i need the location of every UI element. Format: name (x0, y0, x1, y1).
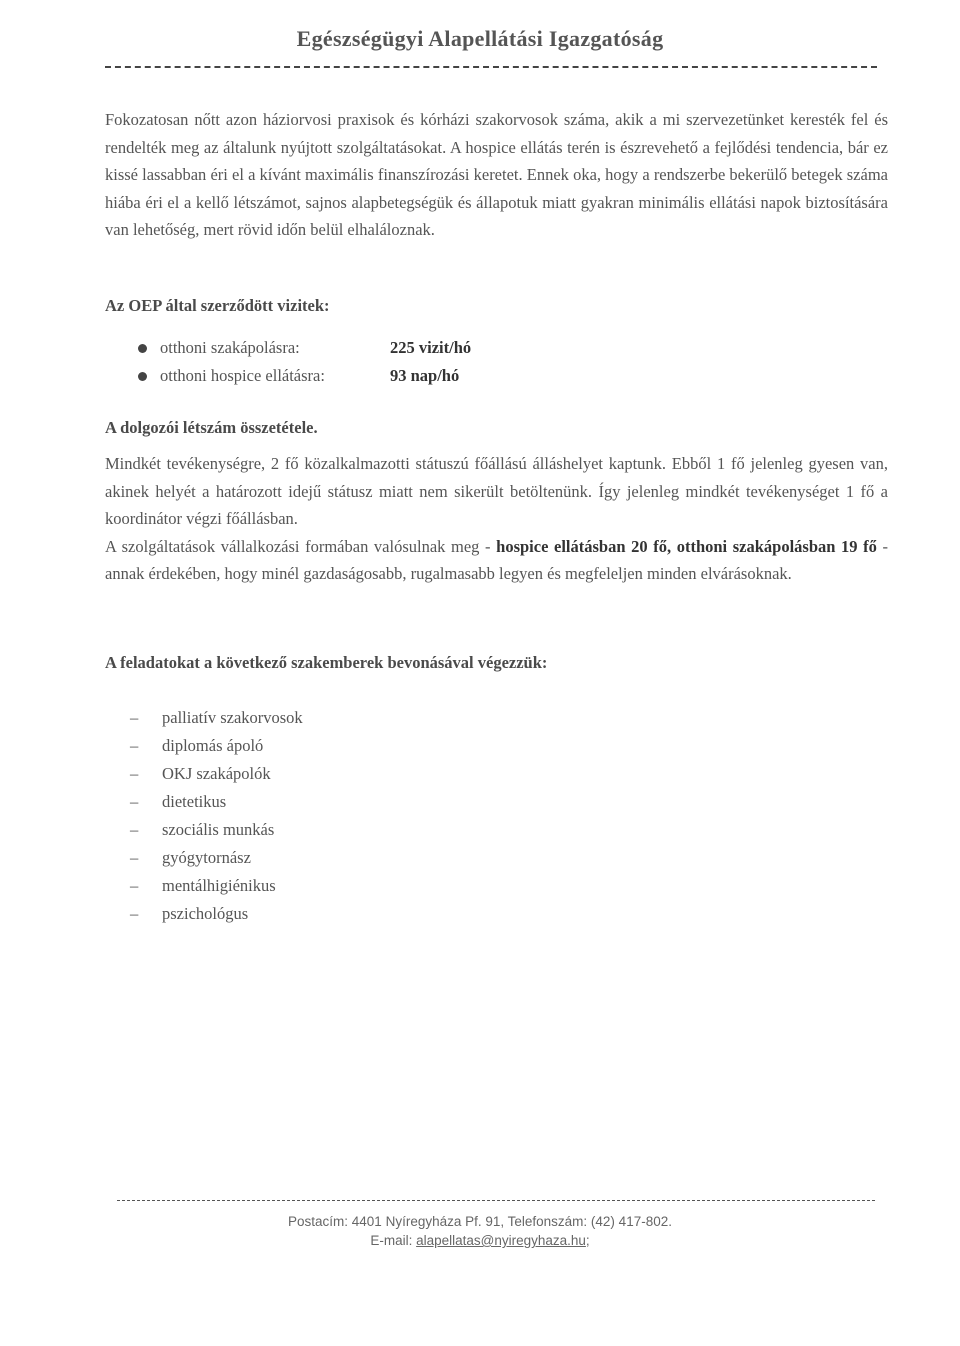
email-link[interactable]: alapellatas@nyiregyhaza.hu (416, 1233, 586, 1248)
staff-heading: A dolgozói létszám összetétele. (105, 418, 318, 437)
dash-icon: – (130, 904, 139, 923)
dash-icon: – (130, 848, 139, 867)
bullet-icon (138, 344, 147, 353)
list-item (130, 788, 303, 816)
staff-section (105, 450, 888, 588)
dash-icon: – (130, 792, 139, 811)
oep-heading: Az OEP által szerződött vizitek: (105, 296, 330, 315)
list-item (130, 816, 303, 844)
header-divider (105, 66, 877, 68)
list-item-label: pszichológus (162, 904, 249, 923)
visit-label: otthoni hospice ellátásra: (160, 366, 325, 385)
email-suffix: ; (585, 1233, 590, 1248)
tasks-heading: A feladatokat a következő szakemberek bevonásával végezzük: (105, 653, 548, 672)
header-title: Egészségügyi Alapellátási Igazgatóság (296, 26, 664, 51)
footer-email-line (0, 1231, 960, 1250)
dash-icon: – (130, 876, 139, 895)
specialist-list (130, 704, 303, 928)
list-item-label: gyógytornász (162, 848, 251, 867)
list-item (130, 872, 303, 900)
list-item-label: OKJ szakápolók (162, 764, 271, 783)
list-item (130, 704, 303, 732)
footer-address: Postacím: 4401 Nyíregyháza Pf. 91, Telefonszám: (42) 417-802. (288, 1214, 672, 1229)
bullet-icon (138, 372, 147, 381)
list-item (130, 732, 303, 760)
visit-label: otthoni szakápolásra: (160, 338, 300, 357)
footer (0, 1212, 960, 1250)
email-label: E-mail: (370, 1233, 417, 1248)
list-item-label: palliatív szakorvosok (162, 708, 303, 727)
list-item-label: szociális munkás (162, 820, 275, 839)
oep-visit-list (138, 334, 471, 390)
staff-paragraph-2 (105, 533, 888, 588)
staff-text-end: - annak érdekében, hogy minél gazdaságosabb, rugalmasabb legyen és megfeleljen minden elvárásoknak. (105, 536, 889, 583)
staff-text-start: A szolgáltatások vállalkozási formában valósulnak meg - (105, 536, 497, 556)
intro-paragraph: Fokozatosan nőtt azon háziorvosi praxisok és kórházi szakorvosok száma, akik a mi szervezetünket keresték fel és rendelték meg az általunk nyújtott szolgáltatásokat. A hospice ellátás terén is észrevehető a fejlődési tendencia, bár ez kissé lassabban éri el a kívánt maximális finanszírozási keretet. Ennek oka, hogy a rendszerbe bekerülő betegek száma hiába éri el a kellő létszámot, sajnos alapbetegségük és állapotuk miatt gyakran minimális ellátási napok biztosítására van lehetőség, mert rövid időn belül elhaláloznak. (105, 110, 888, 239)
list-item (130, 844, 303, 872)
list-item-label: mentálhigiénikus (162, 876, 276, 895)
visit-item (138, 334, 471, 362)
visit-value: 93 nap/hó (390, 366, 460, 385)
list-item (130, 760, 303, 788)
list-item-label: diplomás ápoló (162, 736, 264, 755)
dash-icon: – (130, 820, 139, 839)
footer-divider (117, 1200, 875, 1201)
list-item-label: dietetikus (162, 792, 227, 811)
dash-icon: – (130, 736, 139, 755)
staff-text-bold: hospice ellátásban 20 fő, otthoni szakápolásban 19 fő (496, 536, 877, 556)
dash-icon: – (130, 764, 139, 783)
list-item (130, 900, 303, 928)
visit-item (138, 362, 471, 390)
staff-paragraph-1: Mindkét tevékenységre, 2 fő közalkalmazotti státuszú főállású álláshelyet kaptunk. Ebből 1 fő jelenleg gyesen van, akinek helyét a határozott idejű státusz miatt nem sikerült betöltenünk. Így jelenleg mindkét tevékenységet 1 fő a koordinátor végzi főállásban. (105, 454, 888, 528)
dash-icon: – (130, 708, 139, 727)
visit-value: 225 vizit/hó (390, 338, 472, 357)
